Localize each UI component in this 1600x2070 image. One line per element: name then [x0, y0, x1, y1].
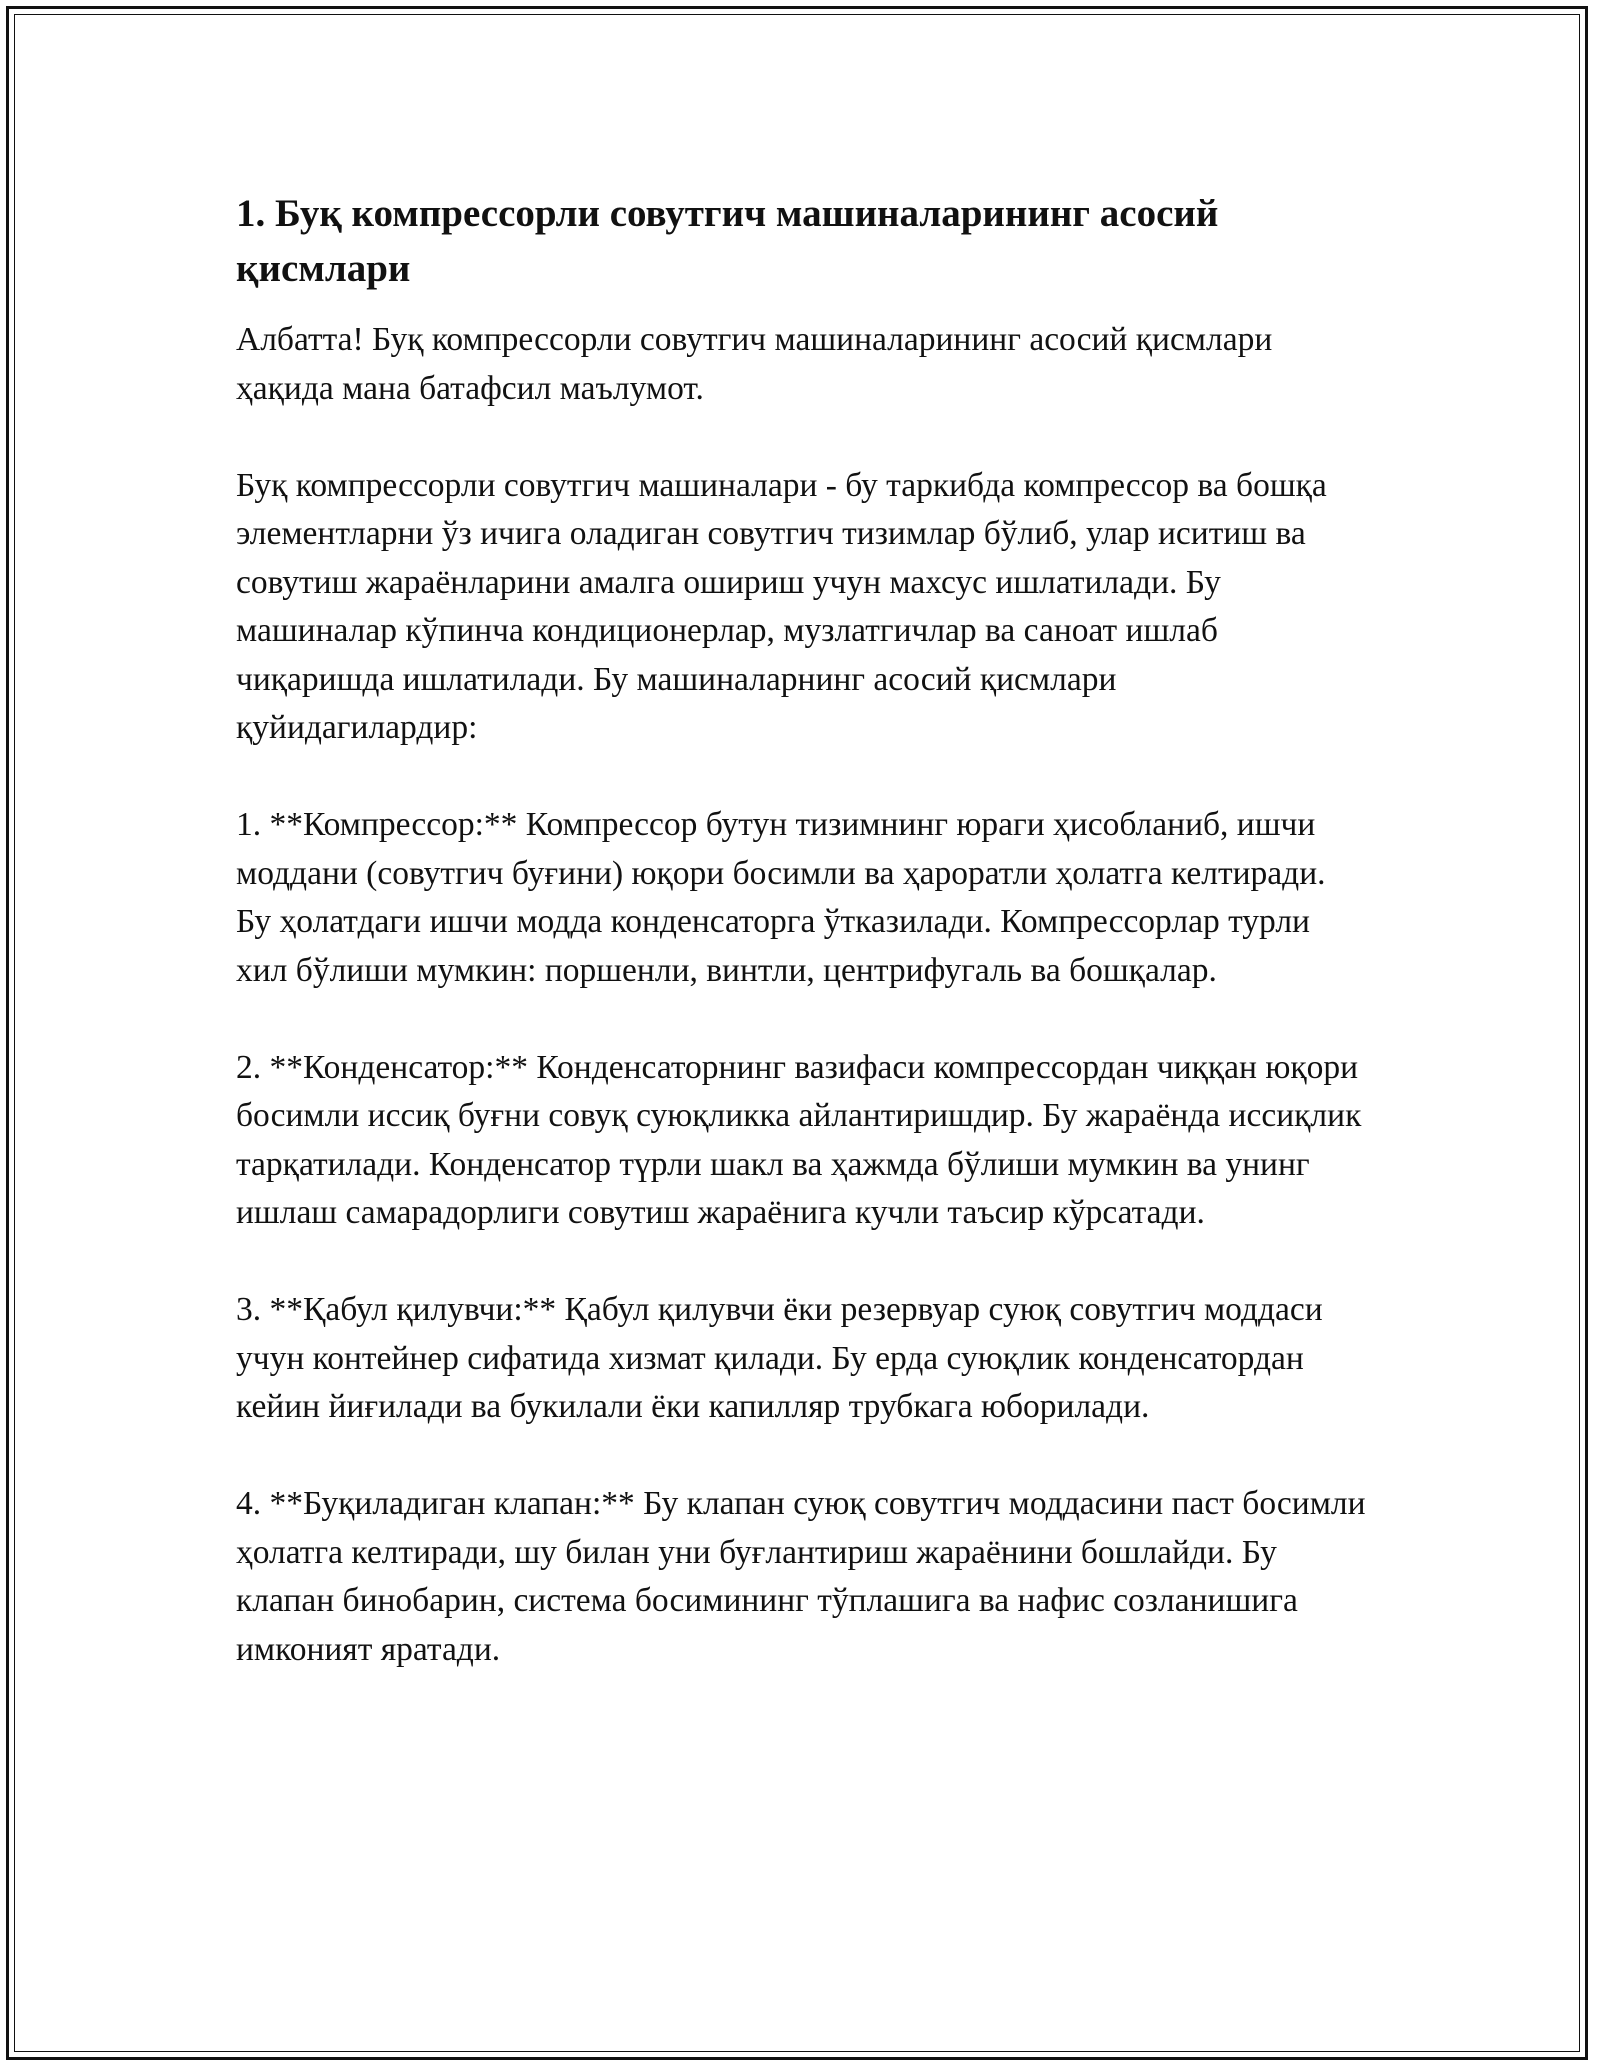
paragraph-intro: Албатта! Буқ компрессорли совутгич машиналарининг асосий қисмлари ҳақида мана батафсил маълумот. [236, 321, 1273, 407]
paragraph-compressor: 1. **Компрессор:** Компрессор бутун тизимнинг юраги ҳисобланиб, ишчи моддани (совутгич буғини) юқори босимли ва ҳароратли ҳолатга келтиради. Бу ҳолатдаги ишчи модда конденсаторга ўтказилади. Компрессорлар турли хил бўлиши мумкин: поршенли, винтли, центрифугаль ва бошқалар. [236, 806, 1326, 989]
paragraph-condenser: 2. **Конденсатор:** Конденсаторнинг вазифаси компрессордан чиққан юқори босимли иссиқ буғни совуқ суюқликка айлантиришдир. Бу жараёнда иссиқлик тарқатилади. Конденсатор түрли шакл ва ҳажмда бўлиши мумкин ва унинг ишлаш самарадорлиги совутиш жараёнига кучли таъсир кўрсатади. [236, 1048, 1362, 1231]
paragraph-expansion-valve: 4. **Буқиладиган клапан:** Бу клапан суюқ совутгич моддасини паст босимли ҳолатга келтиради, шу билан уни буғлантириш жараёнини бошлайди. Бу клапан бинобарин, система босимининг тўплашига ва нафис созланишига имконият яратади. [236, 1485, 1366, 1668]
paragraph-overview: Буқ компрессорли совутгич машиналари - бу таркибда компрессор ва бошқа элементларни ўз ичига оладиган совутгич тизимлар бўлиб, улар иситиш ва совутиш жараёнларини амалга ошириш учун махсус ишлатилади. Бу машиналар кўпинча кондиционерлар, музлатгичлар ва саноат ишлаб чиқаришда ишлатилади. Бу машиналарнинг асосий қисмлари қуйидагилардир: [236, 466, 1327, 746]
document-body [236, 186, 1366, 1723]
paragraph-receiver: 3. **Қабул қилувчи:** Қабул қилувчи ёки резервуар суюқ совутгич моддаси учун контейнер сифатида хизмат қилади. Бу ерда суюқлик конденсатордан кейин йиғилади ва букилали ёки капилляр трубкага юборилади. [236, 1291, 1323, 1425]
document-title: 1. Буқ компрессорли совутгич машиналарининг асосий қисмлари [236, 192, 1219, 290]
